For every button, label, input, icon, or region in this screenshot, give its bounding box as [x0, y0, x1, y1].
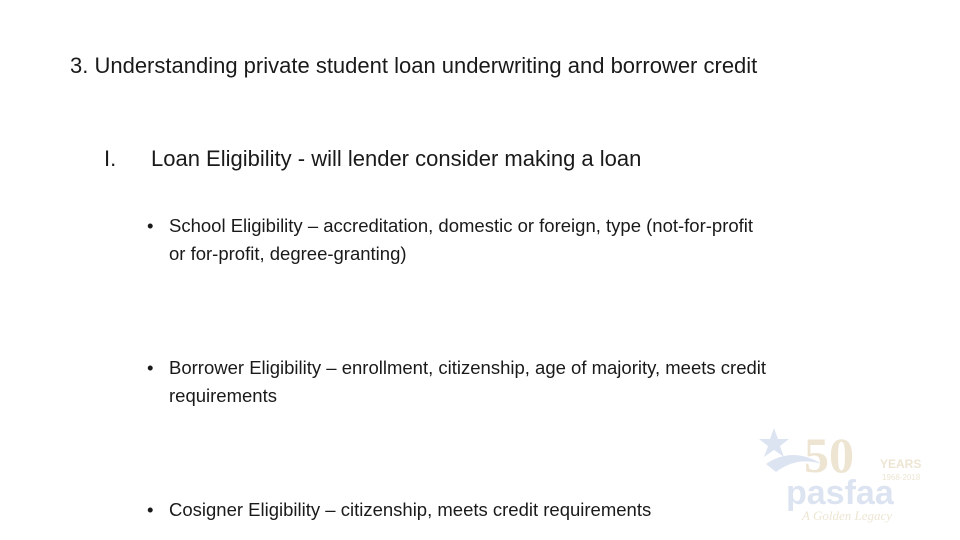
star-icon	[759, 428, 789, 457]
logo-name: pasfaa	[786, 474, 894, 512]
logo-fifty: 50	[804, 427, 854, 483]
bullet-school-eligibility: • School Eligibility – accreditation, domestic or foreign, type (not-for-profit or for-profit, degree-granting)	[147, 212, 767, 268]
logo-dates: 1968-2018	[882, 473, 921, 482]
bullet-cosigner-eligibility: • Cosigner Eligibility – citizenship, meets credit requirements	[147, 496, 767, 524]
logo-years: YEARS	[880, 457, 922, 471]
section-numeral: I.	[104, 146, 117, 171]
pasfaa-50-years-logo	[752, 424, 942, 530]
section-heading-text: Loan Eligibility - will lender consider making a loan	[151, 146, 642, 171]
bullet-borrower-eligibility: • Borrower Eligibility – enrollment, citizenship, age of majority, meets credit requirements	[147, 354, 767, 410]
section-heading	[104, 144, 804, 174]
bullet-list	[147, 212, 767, 520]
logo-tagline: A Golden Legacy	[802, 508, 893, 523]
slide-title: 3. Understanding private student loan underwriting and borrower credit	[70, 53, 758, 78]
